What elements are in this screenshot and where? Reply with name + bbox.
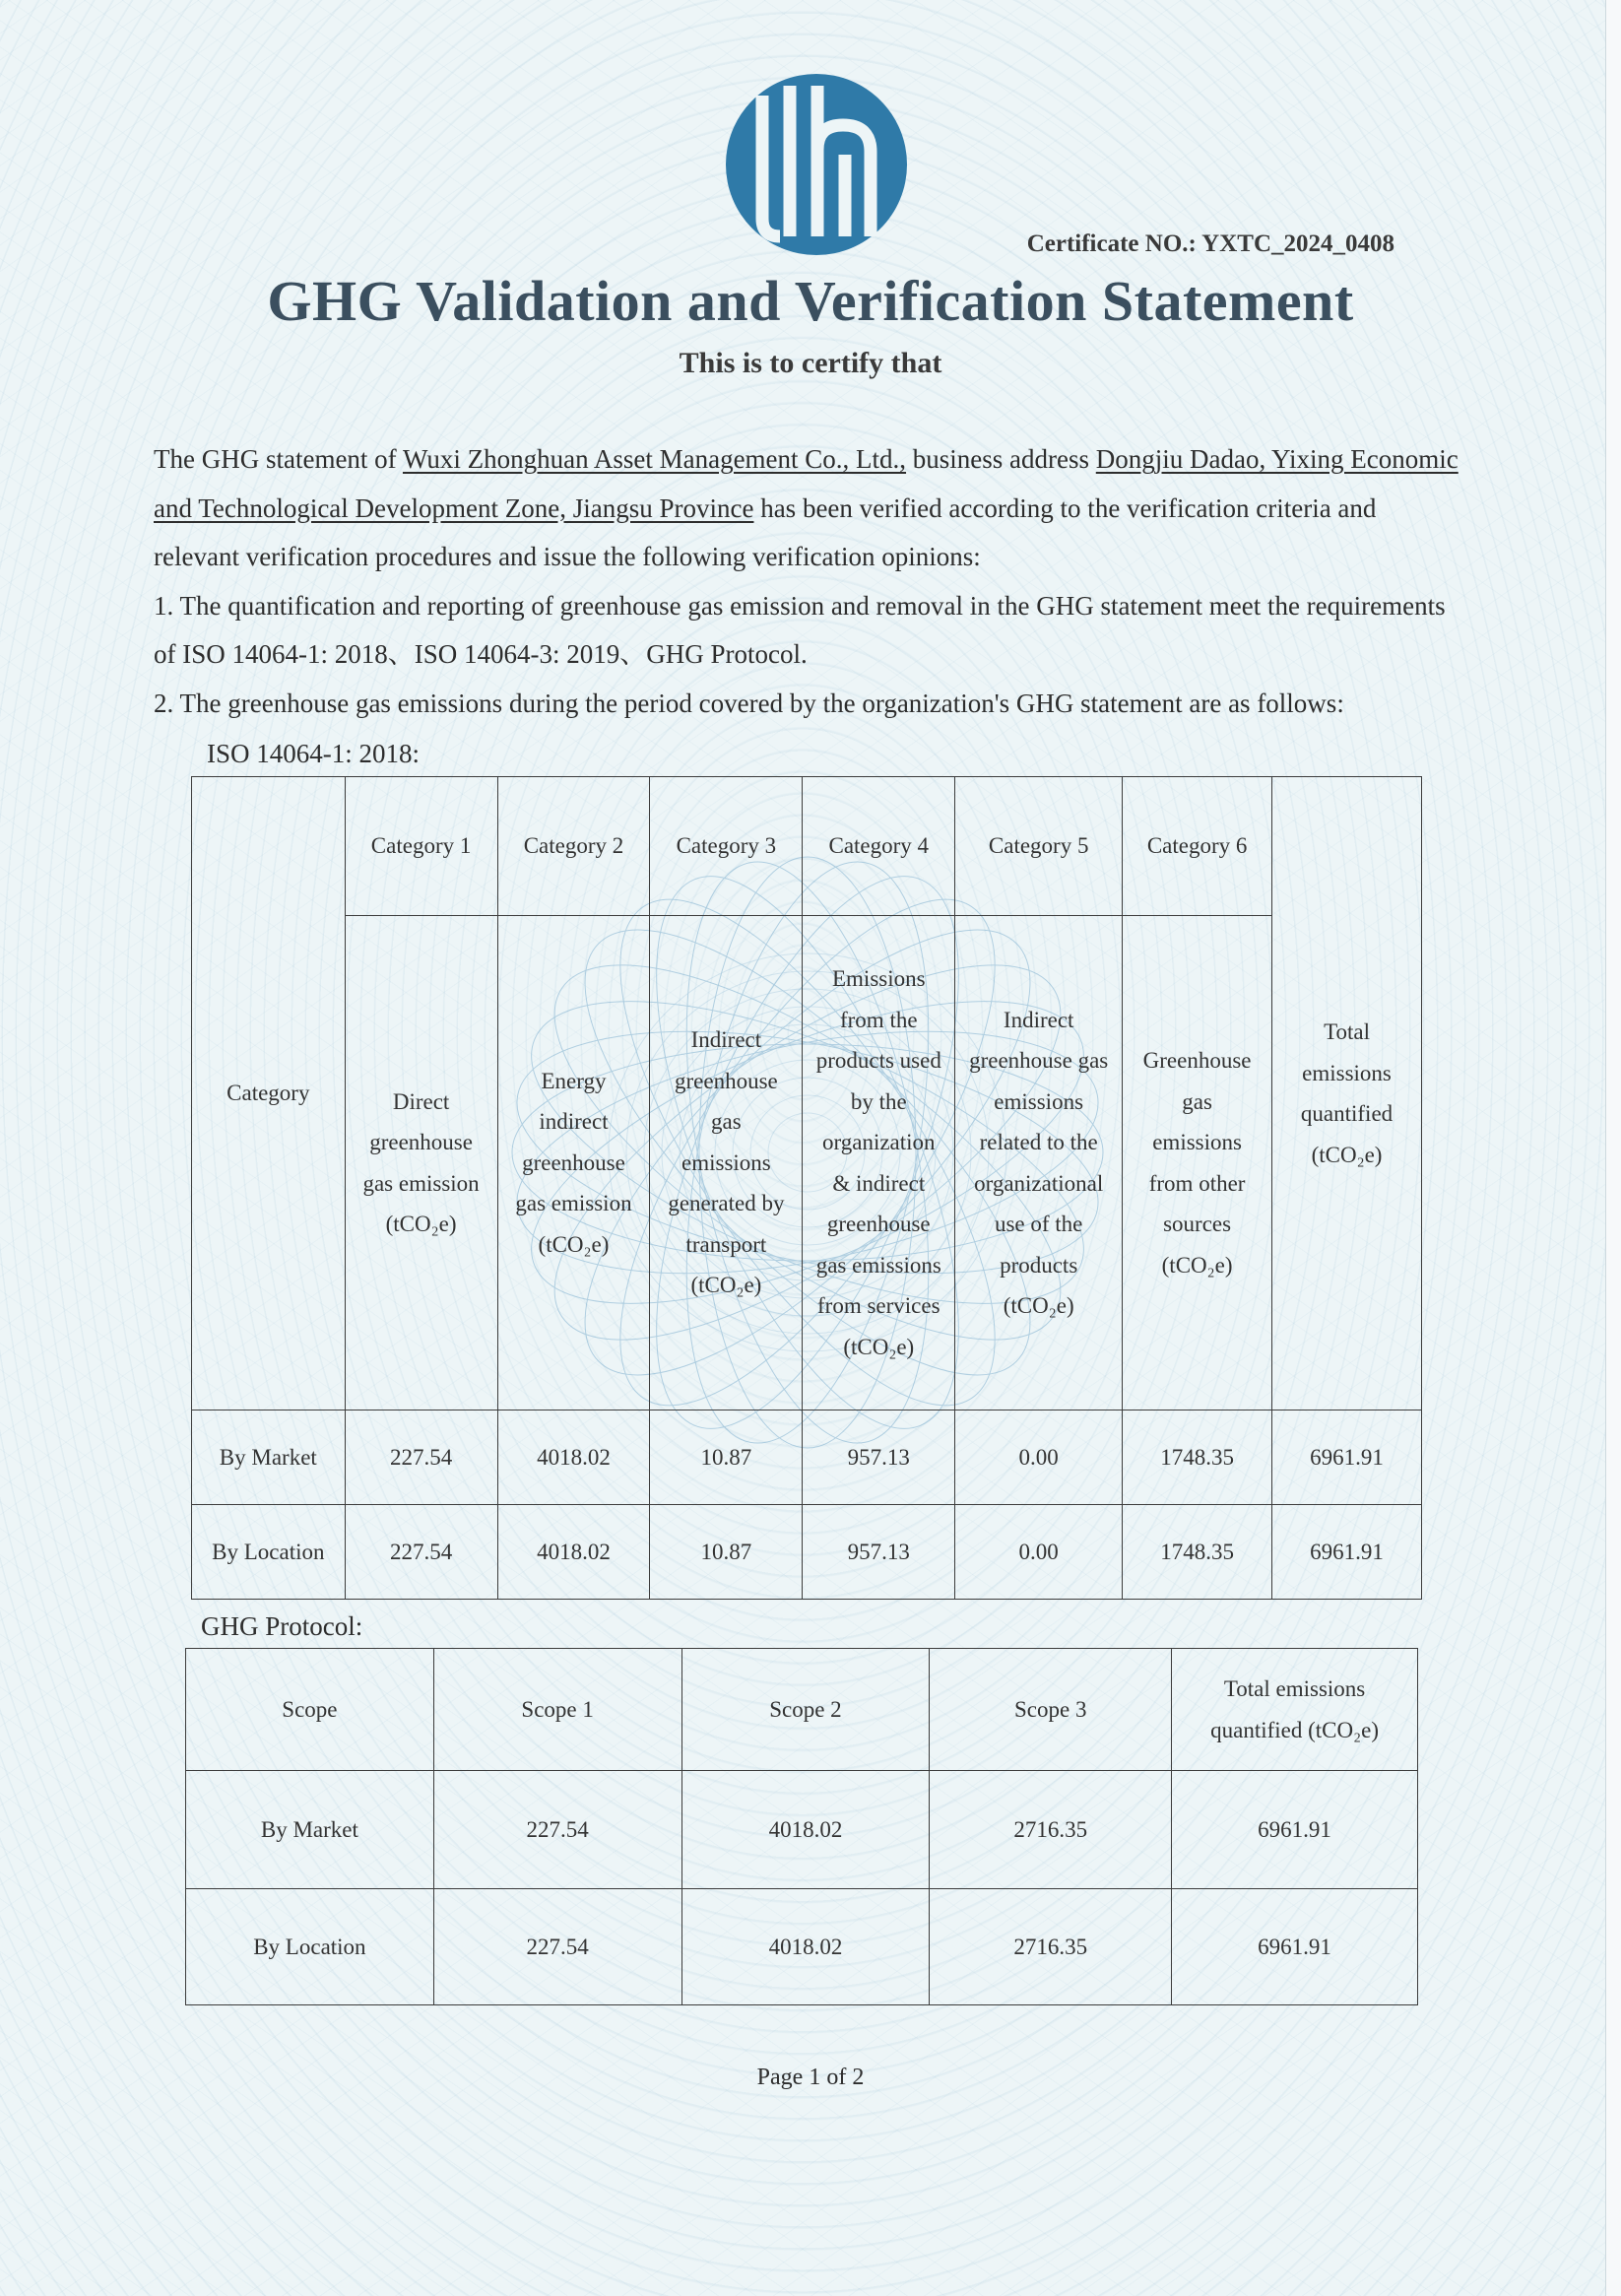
statement-text: The GHG statement of xyxy=(154,444,403,474)
statement-body xyxy=(154,435,1463,728)
table-cell: 4018.02 xyxy=(497,1505,650,1600)
category-header: Category 2 xyxy=(497,777,650,916)
row-label: By Location xyxy=(186,1889,434,2005)
category-header: Category 6 xyxy=(1123,777,1272,916)
scope-header: Scope 1 xyxy=(433,1649,681,1771)
category-description: Indirect greenhouse gas emissions generated by transport (tCO₂e) xyxy=(650,916,803,1410)
certificate-number: Certificate NO.: YXTC_2024_0408 xyxy=(1026,230,1394,257)
page-number: Page 1 of 2 xyxy=(756,2065,865,2090)
category-description: Direct greenhouse gas emission (tCO₂e) xyxy=(345,916,497,1410)
total-header: Total emissions quantified (tCO₂e) xyxy=(1172,1649,1418,1771)
statement-paragraph-1 xyxy=(154,435,1463,582)
ghg-protocol-table xyxy=(185,1648,1418,2005)
category-header: Category 4 xyxy=(803,777,955,916)
table-cell: 4018.02 xyxy=(497,1410,650,1505)
subtitle: This is to certify that xyxy=(679,347,942,379)
opinion-2: 2. The greenhouse gas emissions during the period covered by the organization's GHG statement are as follows: xyxy=(154,688,1344,718)
ghg-table-label: GHG Protocol: xyxy=(201,1611,363,1641)
table-cell: 4018.02 xyxy=(681,1771,930,1889)
total-header: Total emissions quantified (tCO₂e) xyxy=(1272,777,1422,1410)
iso-emissions-table xyxy=(191,776,1422,1600)
table-row xyxy=(192,916,1422,1410)
page-title: GHG Validation and Verification Statement xyxy=(267,269,1354,333)
table-cell: 227.54 xyxy=(345,1505,497,1600)
company-logo xyxy=(723,71,910,258)
table-cell: 2716.35 xyxy=(930,1889,1172,2005)
scope-header: Scope 3 xyxy=(930,1649,1172,1771)
category-description: Indirect greenhouse gas emissions related to the organizational use of the products (tCO₂e) xyxy=(955,916,1123,1410)
scope-header: Scope xyxy=(186,1649,434,1771)
table-cell: 6961.91 xyxy=(1272,1410,1422,1505)
category-description: Energy indirect greenhouse gas emission (tCO₂e) xyxy=(497,916,650,1410)
table-cell: 957.13 xyxy=(803,1410,955,1505)
table-row xyxy=(192,777,1422,916)
category-description: Greenhouse gas emissions from other sources (tCO₂e) xyxy=(1123,916,1272,1410)
table-cell: 227.54 xyxy=(433,1889,681,2005)
table-cell: 957.13 xyxy=(803,1505,955,1600)
table-cell: 10.87 xyxy=(650,1505,803,1600)
row-label: By Location xyxy=(192,1505,346,1600)
category-header: Category 5 xyxy=(955,777,1123,916)
organization-name: Wuxi Zhonghuan Asset Management Co., Ltd., xyxy=(402,444,907,474)
statement-text: has been verified according to the verification criteria and relevant verification procedures and issue the following verification opinions: xyxy=(154,492,1377,571)
category-description: Emissions from the products used by the organization & indirect greenhouse gas emissions from services (tCO₂e) xyxy=(803,916,955,1410)
row-header-category: Category xyxy=(192,777,346,1410)
table-cell: 0.00 xyxy=(955,1410,1123,1505)
scope-header: Scope 2 xyxy=(681,1649,930,1771)
table-cell: 6961.91 xyxy=(1172,1889,1418,2005)
table-cell: 1748.35 xyxy=(1123,1505,1272,1600)
business-address: Dongjiu Dadao, Yixing Economic and Technological Development Zone, Jiangsu Province xyxy=(154,444,1459,523)
opinion-1: 1. The quantification and reporting of greenhouse gas emission and removal in the GHG statement meet the requirements of ISO 14064-1: 2018、ISO 14064-3: 2019、GHG Protocol. xyxy=(154,590,1446,669)
table-row xyxy=(186,1771,1418,1889)
table-cell: 4018.02 xyxy=(681,1889,930,2005)
category-header: Category 1 xyxy=(345,777,497,916)
table-row xyxy=(186,1649,1418,1771)
iso-table-label: ISO 14064-1: 2018: xyxy=(207,739,420,768)
table-cell: 10.87 xyxy=(650,1410,803,1505)
category-header: Category 3 xyxy=(650,777,803,916)
row-label: By Market xyxy=(186,1771,434,1889)
table-cell: 227.54 xyxy=(345,1410,497,1505)
table-cell: 227.54 xyxy=(433,1771,681,1889)
table-cell: 2716.35 xyxy=(930,1771,1172,1889)
page-edge xyxy=(1605,0,1621,2296)
table-cell: 6961.91 xyxy=(1172,1771,1418,1889)
row-label: By Market xyxy=(192,1410,346,1505)
table-row xyxy=(192,1410,1422,1505)
table-row xyxy=(186,1889,1418,2005)
table-cell: 1748.35 xyxy=(1123,1410,1272,1505)
table-row xyxy=(192,1505,1422,1600)
table-cell: 6961.91 xyxy=(1272,1505,1422,1600)
statement-text: business address xyxy=(906,444,1096,474)
table-cell: 0.00 xyxy=(955,1505,1123,1600)
